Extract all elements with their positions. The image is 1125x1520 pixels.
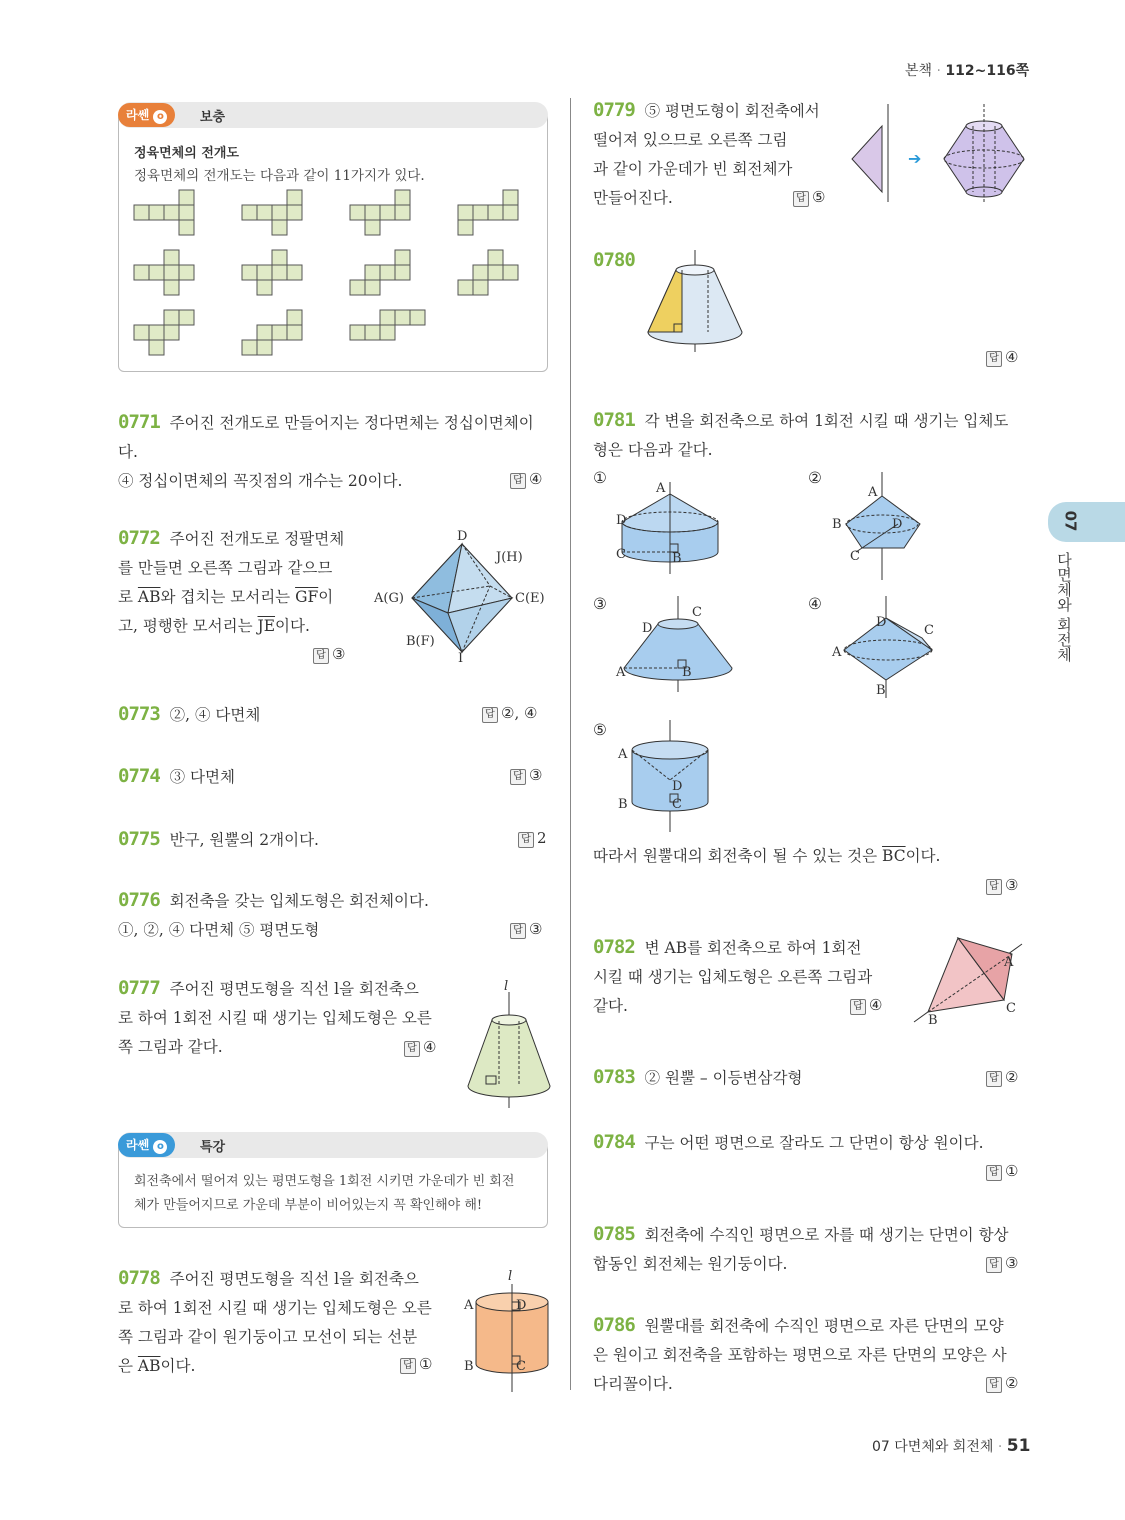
svg-text:A: A [868, 485, 878, 500]
answer-0779: 답 ⑤ [793, 188, 825, 207]
label-ag: A(G) [374, 591, 404, 606]
solid-option-2 [828, 468, 928, 584]
svg-text:A: A [832, 645, 842, 660]
svg-text:C: C [672, 797, 682, 812]
label-jh: J(H) [496, 550, 523, 565]
label-d: D [457, 529, 468, 544]
problem-0783: 0783 ② 원뿔 – 이등변삼각형 [593, 1066, 803, 1088]
tip-title: 정육면체의 전개도 [134, 146, 239, 161]
problem-0777: 0777 주어진 평면도형을 직선 l을 회전축으 로 하여 1회전 시킬 때 생기는 입체도형은 오른 쪽 그림과 같다. [118, 977, 432, 1056]
label-i: I [458, 651, 464, 666]
svg-text:l: l [504, 980, 509, 994]
tip-text: 정육면체의 전개도는 다음과 같이 11가지가 있다. [134, 168, 425, 184]
double-cone-figure-0782 [908, 930, 1028, 1026]
cube-net-6 [242, 250, 302, 295]
svg-text:A: A [1004, 955, 1014, 970]
cube-net-2 [242, 190, 302, 235]
chapter-side-tab [1048, 502, 1125, 542]
problem-0782: 0782 변 AB를 회전축으로 하여 1회전 시킬 때 생기는 입체도형은 오른쪽 그림과 같다. [593, 936, 873, 1015]
tip-box-header [118, 1132, 548, 1158]
svg-text:C: C [616, 547, 626, 562]
cube-net-8 [458, 250, 518, 295]
tip2-text: 회전축에서 떨어져 있는 평면도형을 1회전 시키면 가운데가 빈 회전 체가 만들어지므로 가운데 부분이 비어있는지 꼭 확인해야 해! [134, 1174, 515, 1213]
svg-text:D: D [672, 779, 683, 794]
answer-0771: 답 ④ [510, 470, 542, 489]
cube-net-4 [458, 190, 518, 235]
svg-text:D: D [516, 1298, 527, 1313]
answer-0782: 답 ④ [850, 996, 882, 1015]
octahedron-figure [370, 528, 555, 668]
answer-0774: 답 ③ [510, 766, 542, 785]
svg-text:A: A [616, 665, 626, 680]
option-5-label: ⑤ [593, 721, 607, 739]
option-4-label: ④ [808, 595, 822, 613]
option-3-label: ③ [593, 595, 607, 613]
problem-0779: 0779 ⑤ 평면도형이 회전축에서 떨어져 있으므로 오른쪽 그림 과 같이 가운데가 빈 회전체가 만들어진다. [593, 99, 820, 207]
problem-0776: 0776 회전축을 갖는 입체도형은 회전체이다. ①, ②, ④ 다면체 ⑤ 평면도형 [118, 889, 429, 939]
cylinder-figure-0778 [458, 1268, 558, 1394]
header-book: 본책 [905, 63, 933, 79]
svg-text:C: C [1006, 1001, 1016, 1016]
cube-net-1 [134, 190, 194, 235]
tip-box-header [118, 102, 548, 128]
answer-0777: 답 ④ [404, 1038, 436, 1057]
svg-text:B: B [832, 517, 842, 532]
tip-badge: 라쎈 o [118, 1133, 175, 1157]
answer-0786: 답 ② [986, 1374, 1018, 1393]
svg-text:B: B [464, 1359, 474, 1374]
hollow-solid-figure-0779 [848, 98, 1028, 208]
answer-0781: 답 ③ [986, 876, 1018, 895]
answer-0772: 답 ③ [313, 645, 345, 664]
cube-net-5 [134, 250, 194, 295]
svg-text:l: l [508, 1269, 513, 1284]
svg-text:A: A [464, 1298, 474, 1313]
cube-net-3 [350, 190, 410, 235]
tip-label: 특강 [200, 1140, 226, 1155]
svg-text:A: A [618, 747, 628, 762]
problem-number: 0772 [118, 527, 160, 549]
footer-chapter: 07 다면체와 회전체 [872, 1439, 994, 1455]
answer-0785: 답 ③ [986, 1254, 1018, 1273]
frustum-hollow-figure-0777 [462, 980, 557, 1110]
cube-net-10 [242, 310, 302, 355]
solid-option-1 [612, 478, 722, 574]
label-bf: B(F) [406, 634, 435, 649]
problem-0772: 0772 주어진 전개도로 정팔면체 를 만들면 오른쪽 그림과 같으므 로 $\overline{AB}$와 겹치는 모서리는 $\overline{GF}$이 고, 평행한 모서리는 $\overline{JE}$이다. [118, 527, 345, 635]
svg-text:D: D [892, 517, 903, 532]
svg-text:B: B [672, 551, 682, 566]
svg-text:C: C [850, 549, 860, 564]
svg-text:C: C [516, 1359, 526, 1374]
problem-0781: 0781 각 변을 회전축으로 하여 1회전 시킬 때 생기는 입체도 형은 다음과 같다. [593, 409, 1009, 459]
svg-text:B: B [928, 1013, 938, 1026]
answer-0775: 답 2 [518, 829, 547, 848]
problem-0780: 0780 [593, 249, 635, 271]
svg-text:D: D [876, 615, 887, 630]
conclusion-0781: 따라서 원뿔대의 회전축이 될 수 있는 것은 $\overline{BC}$이다. [593, 847, 941, 865]
page-footer: 07 다면체와 회전체 · 51 [872, 1436, 1031, 1456]
page-header: 본책 · 112~116쪽 [905, 63, 1030, 79]
header-pages: 112~116쪽 [945, 63, 1030, 79]
solid-option-4 [826, 594, 946, 700]
problem-0785: 0785 회전축에 수직인 평면으로 자를 때 생기는 단면이 항상 합동인 회전체는 원기둥이다. [593, 1223, 1009, 1273]
side-tab-number: 07 [1061, 510, 1080, 532]
answer-0776: 답 ③ [510, 920, 542, 939]
problem-0778: 0778 주어진 평면도형을 직선 l을 회전축으 로 하여 1회전 시킬 때 생기는 입체도형은 오른 쪽 그림과 같이 원기둥이고 모선이 되는 선분 은 $\overline{AB}$이다. [118, 1267, 432, 1375]
cube-net-9 [134, 310, 194, 355]
page-number: 51 [1006, 1436, 1031, 1456]
label-ce: C(E) [515, 591, 545, 606]
answer-0783: 답 ② [986, 1068, 1018, 1087]
problem-0784: 0784 구는 어떤 평면으로 잘라도 그 단면이 항상 원이다. [593, 1131, 984, 1153]
svg-text:C: C [924, 623, 934, 638]
problem-number: 0771 [118, 411, 160, 433]
answer-0784: 답 ① [986, 1162, 1018, 1181]
svg-text:D: D [642, 621, 653, 636]
answer-0773: 답 ②, ④ [482, 704, 537, 723]
problem-0773: 0773 ②, ④ 다면체 [118, 703, 261, 725]
cube-net-7 [350, 250, 410, 295]
problem-0774: 0774 ③ 다면체 [118, 765, 235, 787]
cube-net-11 [350, 310, 425, 340]
column-divider [570, 98, 571, 1390]
hollow-frustum-figure-0780 [640, 248, 750, 354]
side-tab-title: 다면체와 회전체 [1055, 552, 1073, 662]
tip-label: 보충 [200, 110, 226, 125]
option-2-label: ② [808, 469, 822, 487]
answer-0778: 답 ① [400, 1355, 432, 1374]
answer-0780: 답 ④ [986, 348, 1018, 367]
cube-nets-figure [128, 188, 538, 360]
problem-0775: 0775 반구, 원뿔의 2개이다. [118, 828, 319, 850]
arrow-right-icon: ➔ [908, 149, 922, 168]
solid-option-5 [612, 718, 722, 834]
svg-text:A: A [656, 481, 666, 496]
solid-option-3 [612, 594, 742, 694]
problem-0771: 0771 주어진 전개도로 만들어지는 정다면체는 정십이면체이 다. ④ 정십이면체의 꼭짓점의 개수는 20이다. [118, 411, 534, 490]
svg-text:C: C [692, 605, 702, 620]
tip-badge: 라쎈 o [118, 103, 175, 127]
option-1-label: ① [593, 469, 607, 487]
problem-0786: 0786 원뿔대를 회전축에 수직인 평면으로 자른 단면의 모양 은 원이고 회전축을 포함하는 평면으로 자른 단면의 모양은 사 다리꼴이다. [593, 1314, 1007, 1393]
svg-text:D: D [616, 513, 627, 528]
svg-text:B: B [618, 797, 628, 812]
svg-text:B: B [682, 665, 692, 680]
svg-text:B: B [876, 683, 886, 698]
